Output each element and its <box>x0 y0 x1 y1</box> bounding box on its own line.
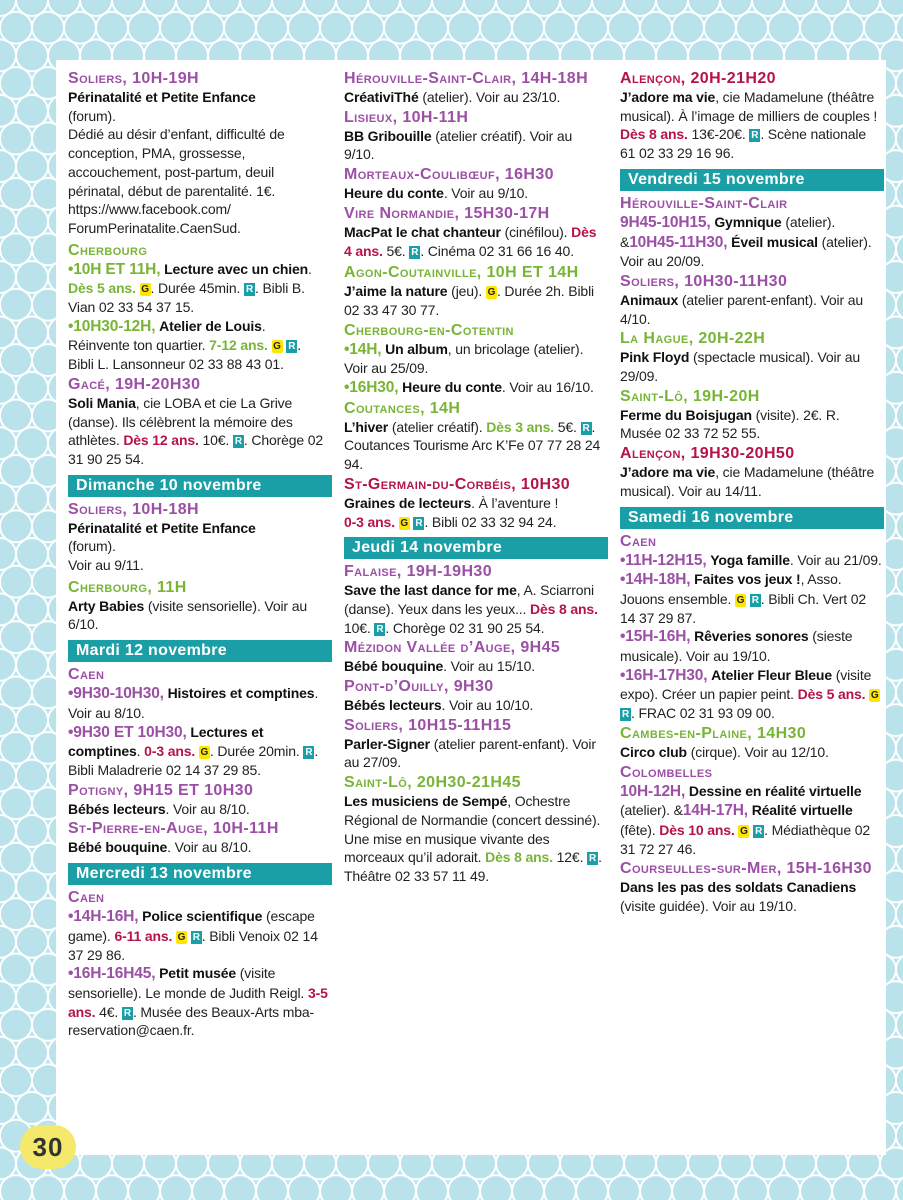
reservation-icon: R <box>376 623 384 635</box>
event-title: Soliers, 10H-18H <box>68 500 199 518</box>
event: Courseulles-sur-Mer, 15H-16H30 Dans les pas des soldats Canadiens (visite guidée). Voir au 19/10. <box>620 860 882 915</box>
event-name: Périnatalité et Petite Enfance <box>68 89 256 105</box>
event: Hérouville-Saint-Clair 9H45-10H15, Gymnique (atelier). &10H45-11H30, Éveil musical (atelier). Voir au 20/09. <box>620 195 882 271</box>
event-title: Lisieux, 10H-11H <box>344 108 469 126</box>
event: Cherbourg-en-Cotentin •14H, Un album, un bricolage (atelier). Voir au 25/09. •16H30, Heure du conte. Voir au 16/10. <box>344 322 606 398</box>
day-header: Jeudi 14 novembre <box>344 537 608 559</box>
event-title: Morteaux-Coulibœuf, 16H30 <box>344 166 554 184</box>
event: Pont-d’Ouilly, 9H30 Bébés lecteurs. Voir au 10/10. <box>344 678 606 715</box>
event-title: Caen <box>620 532 657 550</box>
event-title: Courseulles-sur-Mer, 15H-16H30 <box>620 860 872 878</box>
event: Caen •9H30-10H30, Histoires et comptines. Voir au 8/10. •9H30 ET 10H30, Lectures et comptines. 0-3 ans. G . Durée 20min. R . Bibli Maladrerie 02 14 37 29 85. <box>68 666 330 780</box>
event-title: Colombelles <box>620 763 713 781</box>
event-title: Agon-Coutainville, 10H ET 14H <box>344 264 579 282</box>
event: St-Germain-du-Corbéis, 10H30 Graines de lecteurs. À l’aventure ! 0-3 ans. G R . Bibli 02 33 32 94 24. <box>344 476 606 531</box>
event-title: Caen <box>68 666 105 684</box>
event-title: Falaise, 19H-19H30 <box>344 563 493 581</box>
event: Alençon, 19H30-20H50 J’adore ma vie, cie Madamelune (théâtre musical). Voir au 14/11. <box>620 445 882 500</box>
event: Coutances, 14H L’hiver (atelier créatif). Dès 3 ans. 5€. R . Coutances Tourisme Arc K’Fe 07 77 28 24 94. <box>344 400 606 474</box>
event: Saint-Lô, 20H30-21H45 Les musiciens de Sempé, Ochestre Régional de Normandie (concert dessiné). Une mise en musique vivante des morceaux qu’il adorait. Dès 8 ans. 12€. R . Théâtre 02 33 57 11 49. <box>344 774 606 886</box>
reservation-icon: R <box>582 422 590 434</box>
event: Mézidon Vallée d’Auge, 9H45 Bébé bouquine. Voir au 15/10. <box>344 639 606 676</box>
event-title: Vire Normandie, 15H30-17H <box>344 204 550 222</box>
event: Hérouville-Saint-Clair, 14H-18H CréativiThé (atelier). Voir au 23/10. <box>344 70 606 107</box>
event-title: Soliers, 10H30-11H30 <box>620 272 788 290</box>
event-title: Cherbourg, 11H <box>68 578 187 596</box>
event-title: Soliers, 10H15-11H15 <box>344 716 512 734</box>
free-icon: G <box>273 341 281 353</box>
reservation-icon: R <box>245 284 254 296</box>
reservation-icon: R <box>751 130 759 142</box>
free-icon: G <box>400 517 409 529</box>
event: Cherbourg •10H ET 11H, Lecture avec un chien. Dès 5 ans. G . Durée 45min. R . Bibli B. Vian 02 33 54 37 15. •10H30-12H, Atelier de Louis. Réinvente ton quartier. 7-12 ans. G R . Bibli L. Lansonneur 02 33 88 43 01. <box>68 242 330 374</box>
day-header: Samedi 16 novembre <box>620 507 884 529</box>
page-number: 30 <box>20 1125 76 1169</box>
event: Cambes-en-Plaine, 14H30 Circo club (cirque). Voir au 12/10. <box>620 725 882 762</box>
day-header: Dimanche 10 novembre <box>68 475 332 497</box>
free-icon: G <box>487 287 496 299</box>
free-icon: G <box>200 747 209 759</box>
day-header: Mardi 12 novembre <box>68 640 332 662</box>
event-title: Soliers, 10H-19H <box>68 70 199 87</box>
event-title: Cherbourg <box>68 241 148 259</box>
free-icon: G <box>141 284 149 296</box>
event-title: Saint-Lô, 20H30-21H45 <box>344 774 521 792</box>
event-title: Cambes-en-Plaine, 14H30 <box>620 724 807 742</box>
event-description: Dédié au désir d’enfant, difficulté de conception, PMA, grossesse, accouchement, post-partum, deuil périnatal, début de parentalité. 1€. https://www.facebook.com/ ForumPerinatalite.CaenSud. <box>68 126 285 236</box>
reservation-icon: R <box>234 436 242 448</box>
free-icon: G <box>177 931 186 943</box>
event: Soliers, 10H30-11H30 Animaux (atelier parent-enfant). Voir au 4/10. <box>620 273 882 328</box>
reservation-icon: R <box>755 825 763 837</box>
event-title: Mézidon Vallée d’Auge, 9H45 <box>344 639 561 657</box>
free-icon: G <box>736 594 745 606</box>
event-title: Gacé, 19H-20H30 <box>68 375 201 393</box>
column-1 <box>68 70 330 1040</box>
event: Agon-Coutainville, 10H ET 14H J’aime la nature (jeu). G . Durée 2h. Bibli 02 33 47 30 77. <box>344 264 606 319</box>
event-title: Potigny, 9H15 ET 10H30 <box>68 781 254 799</box>
event-title: Hérouville-Saint-Clair, 14H-18H <box>344 70 589 87</box>
event: Caen •11H-12H15, Yoga famille. Voir au 21/09. •14H-18H, Faites vos jeux !, Asso. Jouons ensemble. G R . Bibli Ch. Vert 02 14 37 29 87. •15H-16H, Rêveries sonores (sieste musicale). Voir au 19/10. •16H-17H30, Atelier Fleur Bleue (visite expo). Créer un papier peint. Dès 5 ans. G R . FRAC 02 31 93 09 00. <box>620 532 882 722</box>
event: Cherbourg, 11H Arty Babies (visite sensorielle). Voir au 6/10. <box>68 579 330 634</box>
event-title: St-Pierre-en-Auge, 10H-11H <box>68 820 279 838</box>
event-title: Alençon, 20H-21H20 <box>620 70 776 87</box>
event: Lisieux, 10H-11H BB Gribouille (atelier créatif). Voir au 9/10. <box>344 109 606 164</box>
event-title: La Hague, 20H-22H <box>620 330 766 348</box>
event-title: Alençon, 19H30-20H50 <box>620 445 795 463</box>
event: Soliers, 10H-19H Périnatalité et Petite Enfance (forum). Dédié au désir d’enfant, difficulté de conception, PMA, grossesse, accouchement, post-partum, deuil périnatal, début de parentalité. 1€. https://www.facebook.com/ ForumPerinatalite.CaenSud. <box>68 70 330 238</box>
event: Caen •14H-16H, Police scientifique (escape game). 6-11 ans. G R . Bibli Venoix 02 14 37 29 86. •16H-16H45, Petit musée (visite sensorielle). Le monde de Judith Reigl. 3-5 ans. 4€. R . Musée des Beaux-Arts mba-reservation@caen.fr. <box>68 889 330 1040</box>
day-header: Vendredi 15 novembre <box>620 169 884 191</box>
reservation-icon: R <box>288 341 296 353</box>
event-title: Coutances, 14H <box>344 399 461 417</box>
reservation-icon: R <box>621 709 630 721</box>
event-title: Cherbourg-en-Cotentin <box>344 321 514 339</box>
free-icon: G <box>740 825 748 837</box>
column-2 <box>344 70 606 886</box>
event: St-Pierre-en-Auge, 10H-11H Bébé bouquine. Voir au 8/10. <box>68 820 330 857</box>
event: Falaise, 19H-19H30 Save the last dance for me, A. Sciarroni (danse). Yeux dans les yeux... Dès 8 ans. 10€. R . Chorège 02 31 90 25 54. <box>344 563 606 637</box>
event-title: St-Germain-du-Corbéis, 10H30 <box>344 475 571 493</box>
event: Morteaux-Coulibœuf, 16H30 Heure du conte. Voir au 9/10. <box>344 166 606 203</box>
day-header: Mercredi 13 novembre <box>68 863 332 885</box>
event: Alençon, 20H-21H20 J’adore ma vie, cie Madamelune (théâtre musical). À l’image de milliers de couples ! Dès 8 ans. 13€-20€. R . Scène nationale 61 02 33 29 16 96. <box>620 70 882 163</box>
reservation-icon: R <box>411 246 419 258</box>
reservation-icon: R <box>415 517 423 529</box>
event: Potigny, 9H15 ET 10H30 Bébés lecteurs. Voir au 8/10. <box>68 782 330 819</box>
column-3 <box>620 70 882 916</box>
reservation-icon: R <box>123 1007 131 1019</box>
reservation-icon: R <box>589 853 597 865</box>
event: Soliers, 10H15-11H15 Parler-Signer (atelier parent-enfant). Voir au 27/09. <box>344 717 606 772</box>
reservation-icon: R <box>305 747 313 759</box>
event: Gacé, 19H-20H30 Soli Mania, cie LOBA et cie La Grive (danse). Ils célèbrent la mémoire des athlètes. Dès 12 ans. 10€. R . Chorège 02 31 90 25 54. <box>68 376 330 469</box>
event: Vire Normandie, 15H30-17H MacPat le chat chanteur (cinéfilou). Dès 4 ans. 5€. R . Cinéma 02 31 66 16 40. <box>344 205 606 260</box>
event: Soliers, 10H-18H Périnatalité et Petite Enfance (forum). Voir au 9/11. <box>68 501 330 575</box>
event-title: Hérouville-Saint-Clair <box>620 194 788 212</box>
event-title: Saint-Lô, 19H-20H <box>620 387 760 405</box>
event: Saint-Lô, 19H-20H Ferme du Boisjugan (visite). 2€. R. Musée 02 33 72 52 55. <box>620 388 882 443</box>
reservation-icon: R <box>751 594 759 606</box>
event-title: Pont-d’Ouilly, 9H30 <box>344 678 494 696</box>
event: Colombelles 10H-12H, Dessine en réalité virtuelle (atelier). &14H-17H, Réalité virtuelle (fête). Dès 10 ans. G R . Médiathèque 02 31 72 27 46. <box>620 764 882 859</box>
reservation-icon: R <box>192 931 200 943</box>
event-title: Caen <box>68 889 105 907</box>
free-icon: G <box>870 690 879 702</box>
event: La Hague, 20H-22H Pink Floyd (spectacle musical). Voir au 29/09. <box>620 330 882 385</box>
